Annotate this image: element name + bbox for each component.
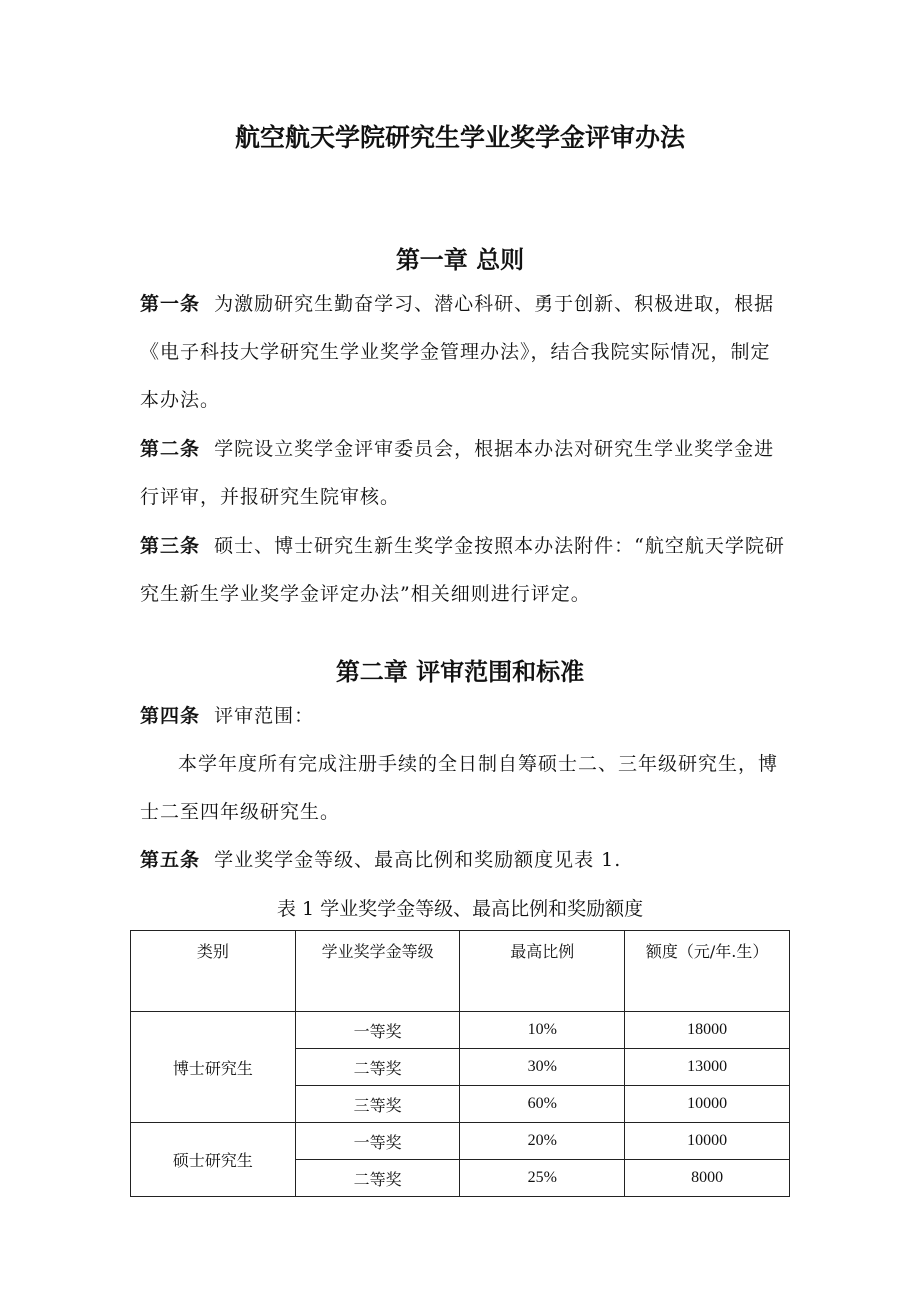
header-category: 类别	[131, 931, 296, 1012]
article-2-label: 第二条	[140, 438, 201, 460]
table-caption: 表 1 学业奖学金等级、最高比例和奖励额度	[276, 898, 644, 920]
amount-cell: 13000	[625, 1049, 790, 1086]
level-cell: 一等奖	[295, 1123, 460, 1160]
article-2	[140, 425, 790, 521]
header-level: 学业奖学金等级	[295, 931, 460, 1012]
article-5	[140, 836, 790, 884]
page-title: 航空航天学院研究生学业奖学金评审办法	[234, 123, 685, 152]
level-cell: 三等奖	[295, 1086, 460, 1123]
level-cell: 二等奖	[295, 1049, 460, 1086]
article-5-text: 学业奖学金等级、最高比例和奖励额度见表 1.	[214, 849, 622, 871]
amount-cell: 10000	[625, 1086, 790, 1123]
chapter-1-heading: 第一章 总则	[395, 246, 525, 274]
article-3	[140, 522, 790, 618]
article-1-label: 第一条	[140, 293, 201, 315]
ratio-cell: 10%	[460, 1012, 625, 1049]
ratio-cell: 60%	[460, 1086, 625, 1123]
article-1-text: 为激励研究生勤奋学习、潜心科研、勇于创新、积极进取，根据《电子科技大学研究生学业奖学金管理办法》，结合我院实际情况，制定本办法。	[140, 293, 775, 411]
ratio-cell: 20%	[460, 1123, 625, 1160]
article-4-label: 第四条	[140, 705, 201, 727]
category-cell: 硕士研究生	[131, 1123, 296, 1197]
article-1	[140, 280, 790, 424]
amount-cell: 8000	[625, 1160, 790, 1197]
ratio-cell: 30%	[460, 1049, 625, 1086]
article-3-label: 第三条	[140, 535, 201, 557]
article-5-label: 第五条	[140, 849, 201, 871]
table-header-row	[131, 931, 790, 1012]
article-3-text: 硕士、博士研究生新生奖学金按照本办法附件：“航空航天学院研究生新生学业奖学金评定办法”相关细则进行评定。	[140, 535, 785, 605]
category-cell: 博士研究生	[131, 1012, 296, 1123]
header-amount: 额度（元/年.生）	[625, 931, 790, 1012]
article-2-text: 学院设立奖学金评审委员会，根据本办法对研究生学业奖学金进行评审，并报研究生院审核。	[140, 438, 775, 508]
level-cell: 二等奖	[295, 1160, 460, 1197]
amount-cell: 10000	[625, 1123, 790, 1160]
scholarship-table	[130, 930, 790, 1197]
chapter-2-heading: 第二章 评审范围和标准	[335, 658, 585, 686]
table-row	[131, 1123, 790, 1160]
table-row	[131, 1012, 790, 1049]
header-ratio: 最高比例	[460, 931, 625, 1012]
article-4-text: 评审范围：	[214, 705, 315, 727]
article-4	[140, 692, 790, 740]
amount-cell: 18000	[625, 1012, 790, 1049]
ratio-cell: 25%	[460, 1160, 625, 1197]
level-cell: 一等奖	[295, 1012, 460, 1049]
scope-paragraph: 本学年度所有完成注册手续的全日制自筹硕士二、三年级研究生，博士二至四年级研究生。	[140, 753, 779, 823]
